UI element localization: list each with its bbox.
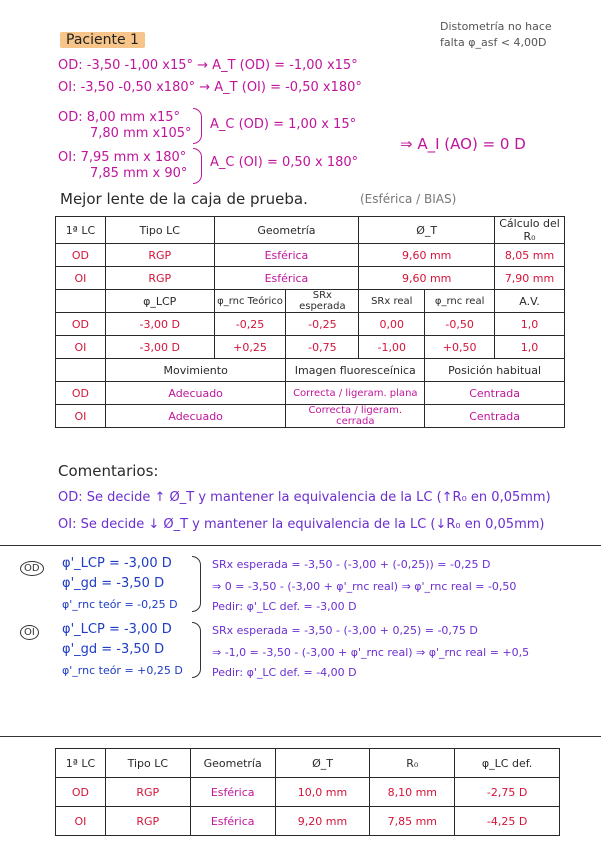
table-row [56, 807, 560, 836]
calc-od-block [20, 556, 48, 576]
table-cell: OD [56, 313, 106, 336]
table-cell: OD [56, 244, 106, 267]
table-header [56, 290, 106, 313]
table-cell: OI [56, 267, 106, 290]
section-title: Mejor lente de la caja de prueba. [60, 190, 308, 208]
table-header: Posición habitual [425, 359, 565, 382]
calc-od-r3: Pedir: φ'_LC def. = -3,00 D [212, 600, 357, 613]
table-header: Geometría [190, 749, 275, 778]
table-cell: Esférica [190, 778, 275, 807]
table-cell: Esférica [214, 267, 359, 290]
table-cell: Esférica [190, 807, 275, 836]
table-row [56, 382, 565, 405]
table-cell: -3,00 D [105, 336, 214, 359]
astig-corneal-oi-line1: OI: 7,95 mm x 180° [58, 150, 187, 165]
table-header: SRx esperada [286, 290, 359, 313]
table-cell: 7,90 mm [495, 267, 565, 290]
table-cell: OI [56, 336, 106, 359]
final-lens-table [55, 748, 560, 836]
page-title: Paciente 1 [60, 32, 145, 48]
calc-od-tag: OD [20, 561, 44, 576]
divider [0, 736, 601, 737]
table-row [56, 313, 565, 336]
calc-od-l1: φ'_LCP = -3,00 D [62, 556, 172, 571]
table-header: Tipo LC [105, 217, 214, 244]
calc-oi-l2: φ'_gd = -3,50 D [62, 642, 165, 657]
brace-od [193, 108, 202, 144]
table-row [56, 778, 560, 807]
table-cell: Correcta / ligeram. cerrada [286, 405, 425, 428]
table-cell: +0,25 [214, 336, 286, 359]
table-cell: 1,0 [495, 313, 565, 336]
table-cell: OI [56, 405, 106, 428]
note-line-1: Distometría no hace [440, 20, 552, 33]
comments-label: Comentarios: [58, 462, 159, 480]
table-cell: 9,60 mm [359, 244, 495, 267]
table-cell: Adecuado [105, 382, 286, 405]
table-cell: Esférica [214, 244, 359, 267]
table-header [56, 359, 106, 382]
table-cell: Adecuado [105, 405, 286, 428]
table-header: φ_rnc Teórico [214, 290, 286, 313]
table-cell: OI [56, 807, 106, 836]
table-header: Ø_T [359, 217, 495, 244]
table-cell: -2,75 D [455, 778, 560, 807]
brace-oi [193, 148, 202, 184]
table-cell: RGP [105, 778, 190, 807]
table-cell: 0,00 [359, 313, 425, 336]
table-cell: 1,0 [495, 336, 565, 359]
table-cell: 9,20 mm [275, 807, 370, 836]
table-cell: OD [56, 382, 106, 405]
calc-oi-r2: ⇒ -1,0 = -3,50 - (-3,00 + φ'_rnc real) ⇒ φ'_rnc real = +0,5 [212, 646, 530, 659]
table-header: Cálculo del R₀ [495, 217, 565, 244]
table-cell: 8,10 mm [370, 778, 455, 807]
table-header: φ_LC def. [455, 749, 560, 778]
calc-od-r1: SRx esperada = -3,50 - (-3,00 + (-0,25)) = -0,25 D [212, 558, 491, 571]
brace-calc-od [192, 556, 201, 612]
table-header: Geometría [214, 217, 359, 244]
table-header: SRx real [359, 290, 425, 313]
table-cell: -0,75 [286, 336, 359, 359]
table-cell: -0,25 [286, 313, 359, 336]
table-cell: -1,00 [359, 336, 425, 359]
table-header: 1ª LC [56, 217, 106, 244]
table-cell: 10,0 mm [275, 778, 370, 807]
table-row [56, 359, 565, 382]
calc-od-r2: ⇒ 0 = -3,50 - (-3,00 + φ'_rnc real) ⇒ φ'_rnc real = -0,50 [212, 580, 517, 593]
table-cell: OD [56, 778, 106, 807]
table-header: Ø_T [275, 749, 370, 778]
table-header: φ_rnc real [425, 290, 495, 313]
divider [0, 545, 601, 546]
table-cell: RGP [105, 244, 214, 267]
table-header: A.V. [495, 290, 565, 313]
table-row [56, 290, 565, 313]
trial-lens-table [55, 216, 565, 428]
calc-od-l3: φ'_rnc teór = -0,25 D [62, 598, 178, 611]
table-header: Tipo LC [105, 749, 190, 778]
astig-corneal-od-result: A_C (OD) = 1,00 x 15° [210, 117, 357, 132]
table-cell: Centrada [425, 382, 565, 405]
table-cell: -3,00 D [105, 313, 214, 336]
table-row [56, 749, 560, 778]
table-cell: RGP [105, 807, 190, 836]
comment-oi: OI: Se decide ↓ Ø_T y mantener la equivalencia de la LC (↓R₀ en 0,05mm) [58, 517, 545, 532]
astig-corneal-od-line2: 7,80 mm x105° [90, 126, 192, 141]
table-header: Imagen fluoresceínica [286, 359, 425, 382]
note-line-2: falta φ_asf < 4,00D [440, 36, 547, 49]
astig-internal-conclusion: ⇒ A_I (AO) = 0 D [400, 135, 526, 153]
calc-oi-r1: SRx esperada = -3,50 - (-3,00 + 0,25) = -0,75 D [212, 624, 478, 637]
table-cell: 9,60 mm [359, 267, 495, 290]
table-row [56, 267, 565, 290]
table-cell: 8,05 mm [495, 244, 565, 267]
table-row [56, 217, 565, 244]
table-cell: RGP [105, 267, 214, 290]
astig-tear-od: OD: -3,50 -1,00 x15° → A_T (OD) = -1,00 x15° [58, 58, 358, 73]
calc-oi-l1: φ'_LCP = -3,00 D [62, 622, 172, 637]
astig-corneal-oi-line2: 7,85 mm x 90° [90, 166, 188, 181]
table-row [56, 244, 565, 267]
table-header: φ_LCP [105, 290, 214, 313]
table-cell: -4,25 D [455, 807, 560, 836]
table-header: Movimiento [105, 359, 286, 382]
calc-oi-r3: Pedir: φ'_LC def. = -4,00 D [212, 666, 357, 679]
table-cell: Centrada [425, 405, 565, 428]
comment-od: OD: Se decide ↑ Ø_T y mantener la equivalencia de la LC (↑R₀ en 0,05mm) [58, 490, 551, 505]
astig-tear-oi: OI: -3,50 -0,50 x180° → A_T (OI) = -0,50 x180° [58, 80, 362, 95]
table-cell: Correcta / ligeram. plana [286, 382, 425, 405]
table-header: 1ª LC [56, 749, 106, 778]
table-header: R₀ [370, 749, 455, 778]
table-cell: -0,25 [214, 313, 286, 336]
table-row [56, 336, 565, 359]
calc-oi-block [20, 620, 43, 640]
calc-oi-tag: OI [20, 625, 39, 640]
astig-corneal-oi-result: A_C (OI) = 0,50 x 180° [210, 155, 359, 170]
section-subtitle: (Esférica / BIAS) [360, 192, 457, 206]
astig-corneal-od-line1: OD: 8,00 mm x15° [58, 110, 181, 125]
table-cell: +0,50 [425, 336, 495, 359]
table-cell: 7,85 mm [370, 807, 455, 836]
calc-od-l2: φ'_gd = -3,50 D [62, 576, 165, 591]
table-cell: -0,50 [425, 313, 495, 336]
brace-calc-oi [192, 622, 201, 678]
calc-oi-l3: φ'_rnc teór = +0,25 D [62, 664, 183, 677]
table-row [56, 405, 565, 428]
